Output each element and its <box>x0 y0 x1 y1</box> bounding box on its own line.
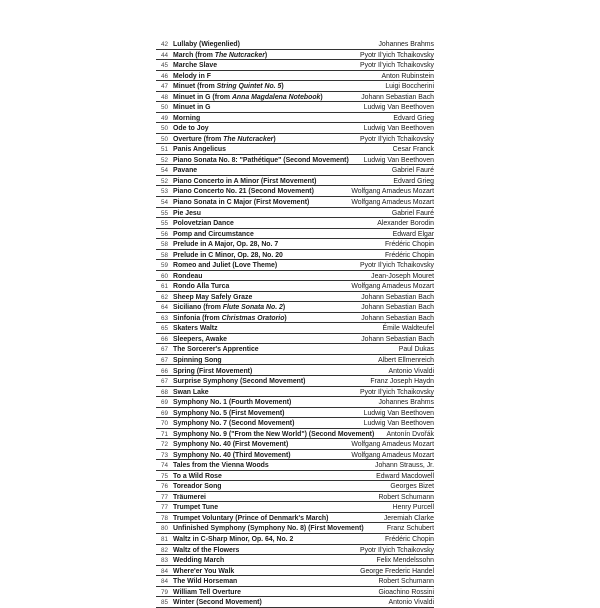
toc-page-number: 81 <box>160 536 168 543</box>
toc-composer: Frédéric Chopin <box>384 536 434 543</box>
toc-composer: Frédéric Chopin <box>384 251 434 259</box>
toc-entry <box>156 218 434 229</box>
toc-entry <box>156 208 434 219</box>
toc-entry <box>156 387 434 398</box>
toc-composer: Wolfgang Amadeus Mozart <box>351 451 434 459</box>
toc-title: Winter (Second Movement) <box>173 599 262 607</box>
toc-title: Piano Concerto No. 21 (Second Movement) <box>173 188 314 196</box>
toc-title: Minuet in G (from Anna Magdalena Notebook) <box>173 93 323 101</box>
toc-page-number: 80 <box>160 525 168 533</box>
toc-page-number: 69 <box>160 409 168 417</box>
toc-composer: Robert Schumann <box>378 493 434 501</box>
toc-entry <box>156 113 434 124</box>
toc-entry <box>156 576 434 587</box>
toc-page-number: 58 <box>160 251 168 259</box>
toc-title: Melody in F <box>173 72 211 80</box>
toc-composer: Cesar Franck <box>392 146 434 154</box>
toc-page-number: 54 <box>160 199 168 206</box>
toc-entry <box>156 376 434 387</box>
toc-title: Symphony No. 40 (Third Movement) <box>173 451 291 459</box>
toc-title: Symphony No. 40 (First Movement) <box>173 441 289 449</box>
toc-title: Minuet in G <box>173 104 211 112</box>
toc-entry <box>156 513 434 524</box>
toc-title: Piano Concerto in A Minor (First Movement) <box>173 177 317 185</box>
toc-composer: Pyotr Il'yich Tchaikovsky <box>360 51 434 59</box>
toc-composer: Gabriel Fauré <box>391 209 434 217</box>
toc-title: Overture (from The Nutcracker) <box>173 135 276 143</box>
toc-composer: Edvard Grieg <box>393 177 434 185</box>
toc-composer: Ludwig Van Beethoven <box>363 104 434 112</box>
toc-entry <box>156 81 434 92</box>
toc-title: Marche Slave <box>173 62 218 70</box>
toc-composer: Émile Waldteufel <box>382 325 434 333</box>
toc-composer: Pyotr Il'yich Tchaikovsky <box>360 135 434 143</box>
toc-entry <box>156 587 434 598</box>
toc-title: To a Wild Rose <box>173 472 222 480</box>
toc-composer: Johann Sebastian Bach <box>361 293 434 301</box>
toc-title: Waltz of the Flowers <box>173 546 240 554</box>
toc-title: Spring (First Movement) <box>173 367 253 375</box>
toc-entry <box>156 566 434 577</box>
toc-composer: Antonio Vivaldi <box>388 367 434 375</box>
toc-entry <box>156 597 434 608</box>
toc-entry <box>156 165 434 176</box>
toc-title: Minuet (from String Quintet No. 5) <box>173 83 284 91</box>
toc-title: Polovetzian Dance <box>173 220 234 228</box>
toc-page-number: 50 <box>160 135 168 143</box>
toc-page-number: 52 <box>160 177 168 185</box>
toc-entry <box>156 102 434 113</box>
toc-page-number: 46 <box>160 72 168 80</box>
toc-page-number: 59 <box>160 262 168 270</box>
toc-entry <box>156 492 434 503</box>
toc-entry <box>156 155 434 166</box>
toc-title: Symphony No. 1 (Fourth Movement) <box>173 399 292 407</box>
toc-composer: Franz Joseph Haydn <box>370 378 434 386</box>
toc-composer: Ludwig Van Beethoven <box>363 420 434 428</box>
toc-title: March (from The Nutcracker) <box>173 51 268 59</box>
toc-page-number: 73 <box>160 451 168 459</box>
toc-page-number: 50 <box>160 125 168 133</box>
toc-composer: Johannes Brahms <box>378 399 434 407</box>
toc-page-number: 60 <box>160 272 168 280</box>
toc-entry <box>156 555 434 566</box>
toc-page-number: 84 <box>160 567 168 575</box>
toc-composer: Ludwig Van Beethoven <box>363 156 434 164</box>
toc-entry <box>156 92 434 103</box>
toc-title: Tales from the Vienna Woods <box>173 462 269 470</box>
toc-composer: Robert Schumann <box>378 578 434 586</box>
toc-entry <box>156 450 434 461</box>
toc-entry <box>156 271 434 282</box>
toc-title: Symphony No. 9 ("From the New World") (Second Movement) <box>173 430 375 438</box>
toc-title: Symphony No. 5 (First Movement) <box>173 409 285 417</box>
toc-page-number: 51 <box>160 146 168 154</box>
toc-page-number: 62 <box>160 293 168 301</box>
toc-entry <box>156 176 434 187</box>
toc-page-number: 77 <box>160 504 168 512</box>
toc-page-number: 67 <box>160 378 168 386</box>
toc-entry <box>156 471 434 482</box>
toc-composer: Jeremiah Clarke <box>383 514 434 522</box>
toc-entry <box>156 281 434 292</box>
toc-title: William Tell Overture <box>173 588 241 596</box>
toc-composer: Johann Sebastian Bach <box>361 314 434 322</box>
toc-entry <box>156 534 434 545</box>
toc-entry <box>156 523 434 534</box>
toc-composer: Georges Bizet <box>390 483 434 491</box>
toc-title: Sheep May Safely Graze <box>173 293 253 301</box>
toc-entry <box>156 323 434 334</box>
toc-composer: Edvard Grieg <box>393 114 434 122</box>
toc-composer: Henry Purcell <box>392 504 434 512</box>
toc-entry <box>156 334 434 345</box>
toc-title: Rondo Alla Turca <box>173 283 230 291</box>
toc-title: Siciliano (from Flute Sonata No. 2) <box>173 304 286 312</box>
toc-composer: Johannes Brahms <box>378 41 434 49</box>
toc-title: Trumpet Tune <box>173 504 219 512</box>
toc-composer: Wolfgang Amadeus Mozart <box>351 199 434 206</box>
toc-page-number: 44 <box>160 51 168 59</box>
toc-page-number: 75 <box>160 472 168 480</box>
toc-page-number: 49 <box>160 114 168 122</box>
toc-page-number: 55 <box>160 220 168 228</box>
toc-title: Piano Sonata No. 8: "Pathétique" (Second Movement) <box>173 156 349 164</box>
toc-entry <box>156 260 434 271</box>
toc-title: Romeo and Juliet (Love Theme) <box>173 262 278 270</box>
toc-title: Morning <box>173 114 201 122</box>
toc-page-number: 61 <box>160 283 168 291</box>
toc-composer: Paul Dukas <box>398 346 434 354</box>
toc-page-number: 84 <box>160 578 168 586</box>
toc-page-number: 52 <box>160 156 168 164</box>
toc-composer: Edward Macdowell <box>376 472 434 480</box>
toc-composer: Anton Rubinstein <box>381 72 434 80</box>
toc-page-number: 76 <box>160 483 168 491</box>
toc-title: Ode to Joy <box>173 125 209 133</box>
toc-page-number: 58 <box>160 241 168 249</box>
toc-page-number: 67 <box>160 346 168 354</box>
toc-title: Spinning Song <box>173 356 222 364</box>
toc-entry <box>156 123 434 134</box>
toc-composer: Pyotr Il'yich Tchaikovsky <box>360 388 434 396</box>
toc-title: Träumerei <box>173 493 206 501</box>
toc-title: Piano Sonata in C Major (First Movement) <box>173 199 310 206</box>
toc-page-number: 55 <box>160 209 168 217</box>
toc-composer: Antonín Dvořák <box>386 430 434 438</box>
toc-composer: Johann Sebastian Bach <box>361 93 434 101</box>
toc-title: Surprise Symphony (Second Movement) <box>173 378 306 386</box>
toc-entry <box>156 197 434 208</box>
toc-page-number: 66 <box>160 367 168 375</box>
toc-page-number: 53 <box>160 188 168 196</box>
toc-page-number: 68 <box>160 388 168 396</box>
toc-page-number: 72 <box>160 441 168 449</box>
toc-entry <box>156 71 434 82</box>
toc-title: Where'er You Walk <box>173 567 235 575</box>
toc-page-number: 64 <box>160 304 168 312</box>
toc-entry <box>156 418 434 429</box>
toc-title: Sinfonia (from Christmas Oratorio) <box>173 314 287 322</box>
toc-composer: Ludwig Van Beethoven <box>363 409 434 417</box>
toc-entry <box>156 481 434 492</box>
toc-entry <box>156 397 434 408</box>
toc-composer: Antonio Vivaldi <box>388 599 434 607</box>
toc-entry <box>156 408 434 419</box>
toc-composer: Johann Sebastian Bach <box>361 335 434 343</box>
toc-composer: Johann Sebastian Bach <box>361 304 434 312</box>
toc-title: Swan Lake <box>173 388 209 396</box>
toc-entry <box>156 186 434 197</box>
toc-composer: Wolfgang Amadeus Mozart <box>351 283 434 291</box>
toc-composer: Luigi Boccherini <box>385 83 434 91</box>
toc-composer: Felix Mendelssohn <box>376 557 434 565</box>
toc-title: Toreador Song <box>173 483 222 491</box>
toc-page-number: 71 <box>160 430 168 438</box>
toc-entry <box>156 39 434 50</box>
toc-composer: George Frederic Handel <box>360 567 434 575</box>
toc-entry <box>156 344 434 355</box>
toc-title: Pavane <box>173 167 198 175</box>
toc-page-number: 45 <box>160 62 168 70</box>
toc-page-number: 82 <box>160 546 168 554</box>
toc-composer: Gabriel Fauré <box>391 167 434 175</box>
toc-title: The Sorcerer's Apprentice <box>173 346 259 354</box>
toc-entry <box>156 134 434 145</box>
toc-composer: Pyotr Il'yich Tchaikovsky <box>360 62 434 70</box>
toc-title: Symphony No. 7 (Second Movement) <box>173 420 295 428</box>
toc-entry <box>156 302 434 313</box>
toc-title: The Wild Horseman <box>173 578 238 586</box>
toc-page-number: 42 <box>160 41 168 49</box>
table-of-contents <box>156 39 434 608</box>
toc-entry <box>156 250 434 261</box>
toc-page-number: 47 <box>160 83 168 91</box>
toc-entry <box>156 355 434 366</box>
toc-title: Lullaby (Wiegenlied) <box>173 41 240 49</box>
toc-page-number: 85 <box>160 599 168 607</box>
toc-title: Prelude in A Major, Op. 28, No. 7 <box>173 241 279 249</box>
toc-entry <box>156 144 434 155</box>
toc-entry <box>156 239 434 250</box>
toc-composer: Albert Ellmenreich <box>378 356 434 364</box>
toc-page-number: 65 <box>160 325 168 333</box>
toc-composer: Franz Schubert <box>386 525 434 533</box>
toc-composer: Wolfgang Amadeus Mozart <box>351 188 434 196</box>
toc-composer: Jean-Joseph Mouret <box>371 272 434 280</box>
toc-entry <box>156 545 434 556</box>
toc-title: Wedding March <box>173 557 225 565</box>
toc-composer: Pyotr Il'yich Tchaikovsky <box>360 262 434 270</box>
toc-title: Trumpet Voluntary (Prince of Denmark's March) <box>173 514 329 522</box>
toc-title: Prelude in C Minor, Op. 28, No. 20 <box>173 251 283 259</box>
toc-title: Sleepers, Awake <box>173 335 228 343</box>
toc-page-number: 74 <box>160 462 168 470</box>
toc-composer: Gioachino Rossini <box>378 588 434 596</box>
toc-page-number: 50 <box>160 104 168 112</box>
toc-page-number: 56 <box>160 230 168 238</box>
toc-page-number: 66 <box>160 335 168 343</box>
toc-title: Rondeau <box>173 272 203 280</box>
toc-entry <box>156 229 434 240</box>
toc-entry <box>156 292 434 303</box>
toc-page-number: 54 <box>160 167 168 175</box>
toc-composer: Alexander Borodin <box>377 220 434 228</box>
toc-entry <box>156 365 434 376</box>
toc-title: Skaters Waltz <box>173 325 218 333</box>
toc-composer: Pyotr Il'yich Tchaikovsky <box>360 546 434 554</box>
toc-page-number: 63 <box>160 314 168 322</box>
toc-entry <box>156 460 434 471</box>
toc-page-number: 69 <box>160 399 168 407</box>
toc-composer: Frédéric Chopin <box>384 241 434 249</box>
toc-entry <box>156 439 434 450</box>
toc-entry <box>156 313 434 324</box>
toc-title: Unfinished Symphony (Symphony No. 8) (First Movement) <box>173 525 364 533</box>
toc-composer: Johann Strauss, Jr. <box>375 462 434 470</box>
toc-page-number: 77 <box>160 493 168 501</box>
toc-entry <box>156 50 434 61</box>
toc-page-number: 79 <box>160 588 168 596</box>
toc-entry <box>156 429 434 440</box>
toc-composer: Wolfgang Amadeus Mozart <box>351 441 434 449</box>
toc-title: Pie Jesu <box>173 209 201 217</box>
toc-page-number: 67 <box>160 356 168 364</box>
toc-composer: Ludwig Van Beethoven <box>363 125 434 133</box>
toc-title: Waltz in C-Sharp Minor, Op. 64, No. 2 <box>173 536 294 543</box>
toc-title: Pomp and Circumstance <box>173 230 254 238</box>
toc-title: Panis Angelicus <box>173 146 226 154</box>
toc-page-number: 78 <box>160 514 168 522</box>
toc-page-number: 83 <box>160 557 168 565</box>
toc-composer: Edward Elgar <box>392 230 434 238</box>
toc-page-number: 48 <box>160 93 168 101</box>
toc-page-number: 70 <box>160 420 168 428</box>
toc-entry <box>156 60 434 71</box>
toc-entry <box>156 502 434 513</box>
